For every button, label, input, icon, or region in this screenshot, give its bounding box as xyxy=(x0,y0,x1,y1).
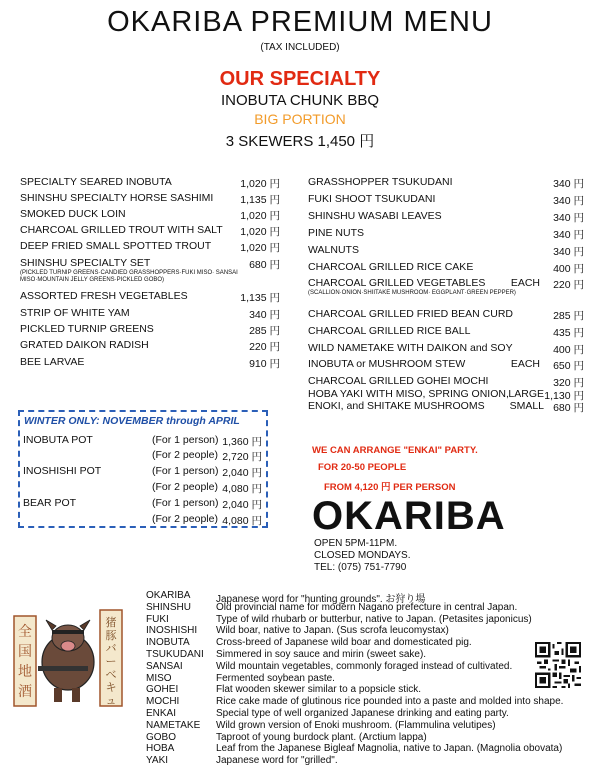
menu-item-name: DEEP FRIED SMALL SPOTTED TROUT xyxy=(20,240,212,252)
tax-note: (TAX INCLUDED) xyxy=(260,42,340,53)
winter-item-size: (For 2 people) xyxy=(152,513,218,525)
menu-item-price: 1,020 円 xyxy=(240,242,280,254)
glossary-term: GOHEI xyxy=(146,684,179,696)
menu-item-name: WILD NAMETAKE WITH DAIKON and SOY xyxy=(308,342,513,354)
menu-item-name: PICKLED TURNIP GREENS xyxy=(20,323,154,335)
menu-item-price: 220 円 xyxy=(249,341,280,353)
boar-leg-left xyxy=(54,688,62,702)
menu-item-price: 650 円 xyxy=(553,360,584,372)
menu-item-name: SPECIALTY SEARED INOBUTA xyxy=(20,176,172,188)
glossary-term: FUKI xyxy=(146,613,169,625)
enkai-line-3: FROM 4,120 円 PER PERSON xyxy=(324,482,456,493)
menu-item-price: 220 円 xyxy=(553,279,584,291)
glossary-term: YAKI xyxy=(146,755,169,767)
right-banner-char-6: キ xyxy=(105,681,117,694)
restaurant-logo: OKARIBA xyxy=(312,494,506,538)
glossary-definition: Old provincial name for modern Nagano prefecture in central Japan. xyxy=(216,601,518,613)
winter-item-size: (For 1 person) xyxy=(152,497,219,509)
menu-item-price: 680 円 xyxy=(553,402,584,414)
menu-item-price: 340 円 xyxy=(553,212,584,224)
glossary-definition: Special type of well organized Japanese drinking and eating party. xyxy=(216,708,509,719)
menu-item-name: ENOKI, and SHITAKE MUSHROOMS xyxy=(308,400,485,412)
menu-item-name: SHINSHU SPECIALTY HORSE SASHIMI xyxy=(20,192,214,204)
winter-item-size: (For 1 person) xyxy=(152,465,219,477)
menu-item-name: PINE NUTS xyxy=(308,227,365,239)
telephone: TEL: (075) 751-7790 xyxy=(314,562,407,573)
menu-item-modifier: EACH xyxy=(510,277,540,289)
right-banner-char-1: 猪 xyxy=(105,616,117,629)
menu-item-name: SHINSHU WASABI LEAVES xyxy=(308,210,442,222)
glossary-definition: Taproot of young burdock plant. (Arctium lappa) xyxy=(216,731,427,743)
glossary-definition: Cross-breed of Japanese wild boar and domesticated pig. xyxy=(216,637,472,649)
menu-item-name: CHARCOAL GRILLED RICE BALL xyxy=(308,325,471,337)
menu-item-price: 400 円 xyxy=(553,263,584,275)
left-banner-char-2: 国 xyxy=(18,644,32,660)
glossary-term: INOSHISHI xyxy=(146,625,198,637)
boar-leg-right xyxy=(72,688,80,702)
menu-item-price: 340 円 xyxy=(249,309,280,321)
boar-illustration xyxy=(8,602,128,712)
menu-item-price: 1,130 円 xyxy=(544,390,584,402)
glossary-term: GOBO xyxy=(146,731,177,743)
glossary-term: TSUKUDANI xyxy=(146,649,204,660)
glossary-term: SHINSHU xyxy=(146,601,192,613)
menu-item-price: 1,135 円 xyxy=(240,292,280,304)
glossary xyxy=(146,590,564,780)
menu-item-price: 285 円 xyxy=(249,325,280,337)
menu-item-name: CHARCOAL GRILLED VEGETABLES xyxy=(308,277,486,289)
menu-item-name: SMOKED DUCK LOIN xyxy=(20,208,126,220)
glossary-term: INOBUTA xyxy=(146,637,190,649)
specialty-item: INOBUTA CHUNK BBQ xyxy=(220,92,380,109)
menu-item-price: 910 円 xyxy=(249,358,280,370)
opening-hours: OPEN 5PM-11PM. xyxy=(314,538,398,549)
glossary-definition: Japanese word for "hunting grounds". お狩り場 xyxy=(216,594,426,605)
restaurant-info xyxy=(314,538,411,574)
menu-item-price: 285 円 xyxy=(553,310,584,322)
specialty-heading: OUR SPECIALTY xyxy=(219,68,381,90)
right-banner-char-2: 豚 xyxy=(105,629,117,642)
glossary-term: ENKAI xyxy=(146,708,177,719)
menu-item-price: 680 円 xyxy=(249,259,280,271)
glossary-definition: Leaf from the Japanese Bigleaf Magnolia, native to Japan. (Magnolia obovata) xyxy=(216,743,563,755)
right-banner-char-3: バ xyxy=(105,642,117,655)
menu-item-price: 340 円 xyxy=(553,229,584,241)
menu-item-note: (PICKLED TURNIP GREENS·CANDIED GRASSHOPPERS·FUKI MISO· SANSAI MISO·MOUNTAIN JELLY GREENS·PICKLED GOBO) xyxy=(20,270,238,283)
menu-item-price: 340 円 xyxy=(553,246,584,258)
glossary-term: MOCHI xyxy=(146,696,180,708)
menu-item-price: 1,020 円 xyxy=(240,178,280,190)
enkai-line-1: WE CAN ARRANGE "ENKAI" PARTY. xyxy=(312,445,478,456)
winter-item-price: 2,040 円 xyxy=(222,499,262,511)
qr-code-icon xyxy=(535,642,581,688)
menu-item-name: INOBUTA or MUSHROOM STEW xyxy=(308,358,466,370)
winter-item-size: (For 2 people) xyxy=(152,449,218,461)
winter-item-price: 4,080 円 xyxy=(222,483,262,495)
glossary-definition: Wild grown version of Enoki mushroom. (Flammulina velutipes) xyxy=(216,719,496,731)
glossary-definition: Wild mountain vegetables, commonly foraged instead of cultivated. xyxy=(216,660,513,672)
menu-item-name: CHARCOAL GRILLED RICE CAKE xyxy=(308,261,474,273)
menu-item-note: (SCALLION·ONION·SHIITAKE MUSHROOM· EGGPLANT·GREEN PEPPER) xyxy=(308,290,516,296)
winter-heading: WINTER ONLY: NOVEMBER through APRIL xyxy=(24,415,240,427)
winter-item-price: 2,040 円 xyxy=(222,467,262,479)
glossary-term: OKARIBA xyxy=(146,590,191,601)
menu-item-modifier: LARGE xyxy=(508,388,544,400)
left-menu xyxy=(20,176,280,376)
specialty-price: 3 SKEWERS 1,450 円 xyxy=(225,133,375,150)
winter-item-price: 1,360 円 xyxy=(222,436,262,448)
menu-item-price: 1,020 円 xyxy=(240,226,280,238)
menu-item-name: WALNUTS xyxy=(308,244,359,256)
menu-item-name: HOBA YAKI WITH MISO, SPRING ONION, xyxy=(308,388,509,400)
menu-item-name: CHARCOAL GRILLED GOHEI MOCHI xyxy=(308,375,489,387)
glossary-definition: Type of wild rhubarb or butterbur, native to Japan. (Petasites japonicus) xyxy=(216,613,532,625)
glossary-definition: Wild boar, native to Japan. (Sus scrofa leucomystax) xyxy=(216,625,449,637)
right-banner-char-5: べ xyxy=(105,668,117,681)
menu-item-price: 320 円 xyxy=(553,377,584,389)
winter-item-price: 2,720 円 xyxy=(222,451,262,463)
menu-item-name: GRATED DAIKON RADISH xyxy=(20,339,149,351)
glossary-term: MISO xyxy=(146,672,172,684)
left-banner-char-1: 全 xyxy=(18,624,32,640)
enkai-line-2: FOR 20-50 PEOPLE xyxy=(318,462,407,473)
winter-item-size: (For 1 person) xyxy=(152,434,219,446)
menu-item-price: 1,135 円 xyxy=(240,194,280,206)
menu-item-name: BEE LARVAE xyxy=(20,356,85,368)
winter-box xyxy=(18,410,268,528)
menu-item-modifier: SMALL xyxy=(509,400,544,412)
glossary-definition: Fermented soybean paste. xyxy=(216,672,335,684)
menu-item-name: GRASSHOPPER TSUKUDANI xyxy=(308,176,453,188)
menu-item-price: 1,020 円 xyxy=(240,210,280,222)
menu-item-name: FUKI SHOOT TSUKUDANI xyxy=(308,193,436,205)
menu-item-name: SHINSHU SPECIALTY SET xyxy=(20,257,151,269)
menu-item-name: ASSORTED FRESH VEGETABLES xyxy=(20,290,188,302)
menu-item-name: CHARCOAL GRILLED FRIED BEAN CURD xyxy=(308,308,513,320)
boar-sunglasses xyxy=(52,630,84,634)
menu-item-price: 340 円 xyxy=(553,178,584,190)
specialty-portion: BIG PORTION xyxy=(254,111,346,127)
glossary-definition: Rice cake made of glutinous rice pounded into a paste and molded into shape. xyxy=(216,696,564,708)
right-menu xyxy=(308,176,584,416)
boar-rifle xyxy=(38,666,88,671)
glossary-term: SANSAI xyxy=(146,660,183,672)
menu-item-price: 340 円 xyxy=(553,195,584,207)
left-banner-char-4: 酒 xyxy=(18,684,32,700)
menu-item-name: STRIP OF WHITE YAM xyxy=(20,307,130,319)
glossary-term: NAMETAKE xyxy=(146,719,201,731)
winter-item-size: (For 2 people) xyxy=(152,481,218,493)
winter-item-name: BEAR POT xyxy=(23,497,77,509)
menu-item-name: CHARCOAL GRILLED TROUT WITH SALT xyxy=(20,224,223,236)
winter-item-price: 4,080 円 xyxy=(222,515,262,527)
left-banner-char-3: 地 xyxy=(18,664,32,680)
menu-item-modifier: EACH xyxy=(510,358,540,370)
glossary-definition: Flat wooden skewer similar to a popsicle stick. xyxy=(216,684,422,696)
winter-item-name: INOBUTA POT xyxy=(23,434,93,446)
glossary-definition: Japanese word for "grilled". xyxy=(216,755,338,767)
menu-title: OKARIBA PREMIUM MENU xyxy=(107,6,493,38)
right-banner-char-4: ー xyxy=(105,655,117,668)
boar-snout xyxy=(61,641,75,651)
menu-item-price: 400 円 xyxy=(553,344,584,356)
winter-item-name: INOSHISHI POT xyxy=(23,465,102,477)
right-banner-char-7: ュ xyxy=(105,694,117,707)
glossary-term: HOBA xyxy=(146,743,175,755)
closed-days: CLOSED MONDAYS. xyxy=(314,550,411,561)
glossary-definition: Simmered in soy sauce and mirin (sweet sake). xyxy=(216,649,427,660)
menu-item-price: 435 円 xyxy=(553,327,584,339)
